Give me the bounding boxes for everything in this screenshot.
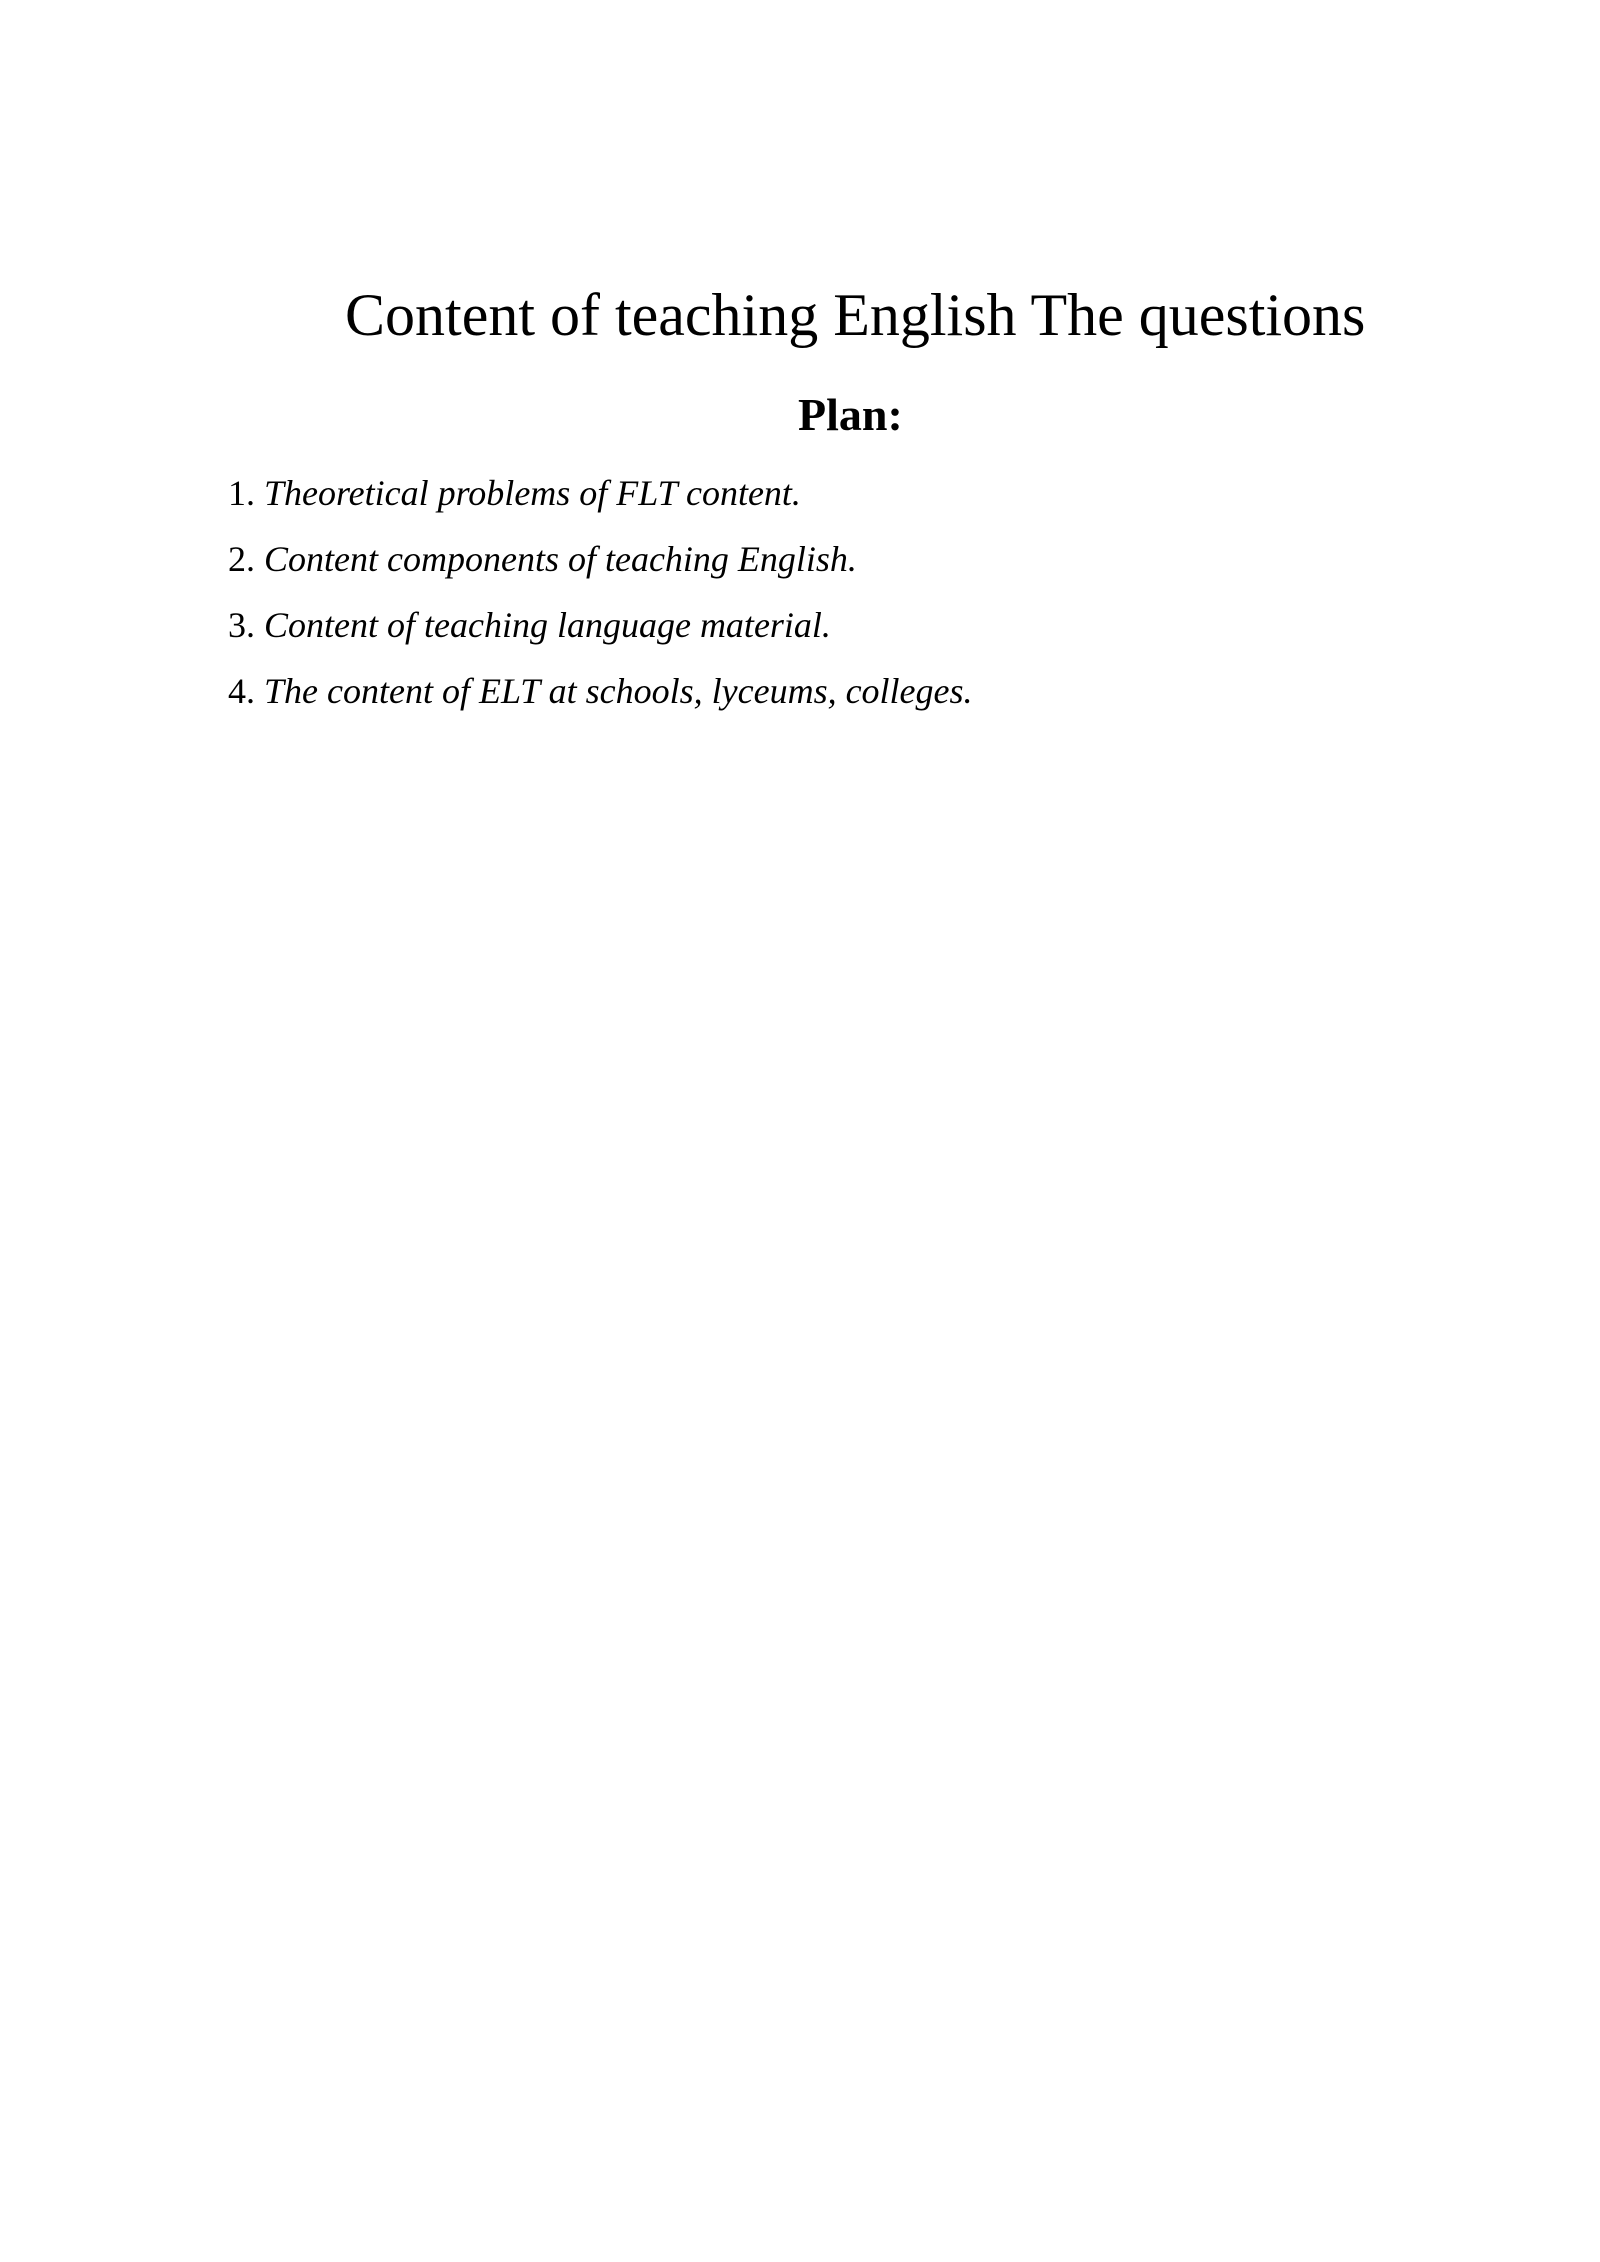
plan-item-text: Theoretical problems of FLT content. [264,473,801,513]
plan-item-3 [228,592,973,658]
plan-item-number: 4. [228,671,255,711]
plan-item-2 [228,526,973,592]
plan-item-text: Content of teaching language material. [264,605,831,645]
plan-item-text: Content components of teaching English. [264,539,857,579]
plan-heading: Plan: [798,389,903,440]
page-title: Content of teaching English The questions [345,282,1366,348]
plan-item-text: The content of ELT at schools, lyceums, colleges. [264,671,973,711]
plan-item-number: 3. [228,605,255,645]
plan-item-number: 2. [228,539,255,579]
plan-item-1 [228,460,973,526]
plan-item-number: 1. [228,473,255,513]
plan-list [228,460,973,724]
plan-item-4 [228,658,973,724]
